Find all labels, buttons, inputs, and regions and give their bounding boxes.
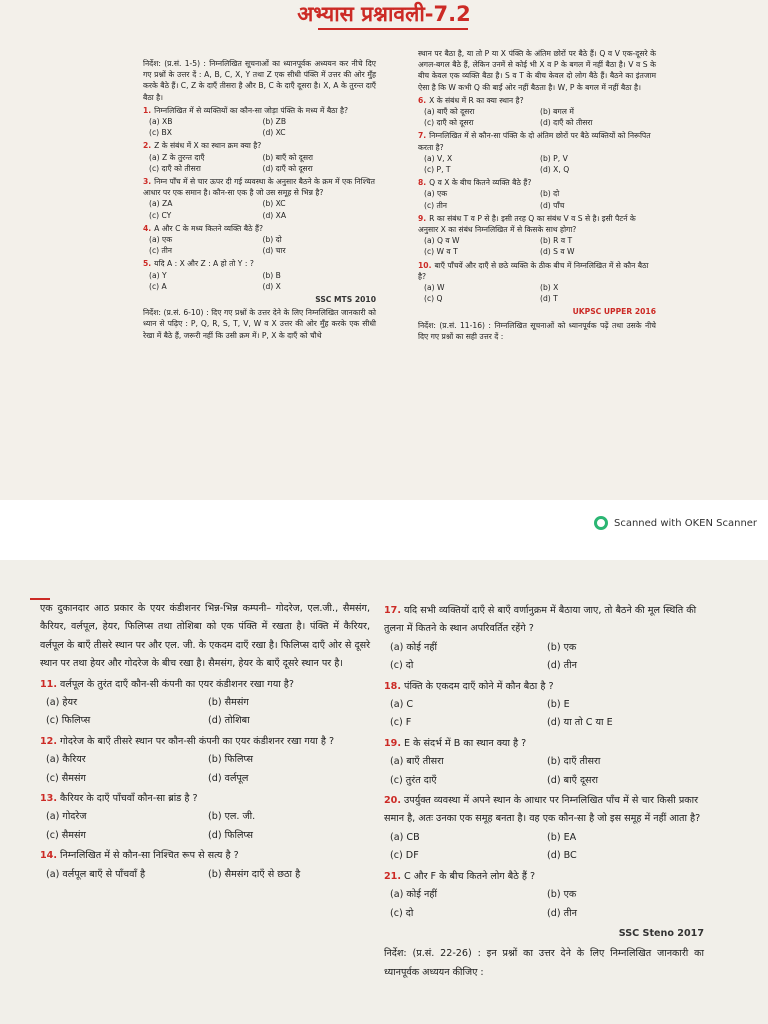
question-item	[40, 790, 370, 845]
question-text	[384, 792, 704, 829]
question-text	[418, 95, 656, 106]
answer-option: (d) XC	[262, 128, 286, 138]
question-number: 3.	[143, 177, 152, 187]
directions-11-16: निर्देश: (प्र.सं. 11-16) : निम्नलिखित सूचनाओं को ध्यानपूर्वक पढ़ें तथा उसके नीचे दिए गए प्रश्नों का सही उत्तर दें :	[418, 320, 656, 341]
question-body: वर्लपूल के तुरंत दाएँ कौन-सी कंपनी का एयर कंडीशनर रखा गया है?	[60, 678, 294, 690]
answer-option: (c) दो	[390, 660, 414, 672]
answer-option: (d) दाएँ को तीसरा	[540, 118, 593, 128]
answer-option: (b) सैमसंग	[208, 697, 249, 709]
answer-options	[40, 808, 370, 845]
question-item	[418, 95, 656, 129]
question-body: Z के संबंध में X का स्थान क्रम क्या है?	[154, 141, 262, 151]
answer-option: (c) W व T	[424, 247, 458, 257]
answer-option: (c) BX	[149, 128, 172, 138]
question-number: 19.	[384, 737, 401, 749]
answer-options	[418, 282, 656, 304]
source-ukpsc-upper-2016: UKPSC UPPER 2016	[572, 307, 656, 317]
question-item	[384, 678, 704, 733]
answer-option: (d) S व W	[540, 247, 575, 257]
question-body: निम्नलिखित में से कौन-सा निश्चित रूप से सत्य है ?	[60, 850, 239, 862]
answer-option: (d) वर्लपूल	[208, 772, 249, 784]
question-body: यदि A : X और Z : A हो तो Y : ?	[154, 259, 254, 269]
right-column	[418, 48, 656, 344]
question-number: 5.	[143, 259, 152, 269]
question-item	[418, 260, 656, 305]
answer-option: (c) तुरंत दाएँ	[390, 774, 437, 786]
answer-options	[418, 188, 656, 210]
answer-option: (b) एक	[547, 641, 577, 653]
answer-option: (b) R व T	[540, 236, 573, 246]
answer-option: (b) X	[540, 283, 559, 293]
question-body: बाएँ पाँचवें और दाएँ से छठे व्यक्ति के ठीक बीच में निम्नलिखित में से कौन बैठा है?	[418, 260, 649, 281]
question-number: 7.	[418, 131, 427, 141]
question-number: 10.	[418, 260, 432, 270]
answer-option: (c) P, T	[424, 165, 451, 175]
question-body: पंक्ति के एकदम दाएँ कोने में कौन बैठा है ?	[404, 680, 554, 692]
answer-option: (d) चार	[262, 246, 286, 256]
answer-option: (c) A	[149, 281, 167, 291]
question-number: 20.	[384, 795, 401, 807]
answer-option: (c) तीन	[424, 200, 448, 210]
answer-option: (b) EA	[547, 831, 577, 843]
answer-option: (a) W	[424, 283, 445, 293]
question-number: 13.	[40, 793, 57, 805]
answer-option: (c) दाएँ को तीसरा	[149, 163, 201, 173]
question-text	[143, 105, 376, 116]
question-item	[418, 130, 656, 175]
answer-option: (a) एक	[149, 235, 173, 245]
question-text	[143, 140, 376, 151]
question-text	[40, 847, 370, 865]
question-item	[418, 213, 656, 258]
question-list-left-page2	[40, 676, 370, 884]
question-number: 21.	[384, 870, 401, 882]
question-number: 4.	[143, 223, 152, 233]
answer-options	[418, 235, 656, 257]
answer-option: (a) Z के तुरन्त दाएँ	[149, 152, 205, 162]
answer-option: (c) CY	[149, 210, 172, 220]
question-text	[40, 676, 370, 694]
question-number: 2.	[143, 141, 152, 151]
answer-option: (a) ZA	[149, 199, 173, 209]
question-item	[384, 868, 704, 923]
question-item	[143, 105, 376, 139]
answer-option: (d) पाँच	[540, 200, 565, 210]
answer-option: (a) C	[390, 699, 414, 711]
question-text	[384, 678, 704, 696]
question-text	[143, 223, 376, 234]
question-number: 14.	[40, 850, 57, 862]
question-text	[143, 258, 376, 269]
oken-scanner-logo-icon	[594, 516, 608, 530]
answer-option: (b) दाएँ तीसरा	[547, 756, 601, 768]
question-text	[384, 735, 704, 753]
answer-options	[40, 866, 370, 884]
answer-option: (a) कोई नहीं	[390, 889, 437, 901]
answer-options	[384, 886, 704, 923]
directions-11-16-passage: एक दुकानदार आठ प्रकार के एयर कंडीशनर भिन्न-भिन्न कम्पनी– गोदरेज, एल.जी., सैमसंग, कैरियर, वर्लपूल, हेयर, फिलिप्स तथा तोशिबा को एक पंक्ति में रखता है। पंक्ति में कैरियर, वर्लपूल के बाएँ तीसरे स्थान पर और एल. जी. के एकदम दाएँ रखा है। फिलिप्स दाएँ ओर से दूसरे स्थान पर तथा हेयर और गोदरेज के बीच रखा है। सैमसंग, हेयर के बाएँ दूसरे स्थान पर है।	[40, 603, 370, 670]
answer-option: (a) गोदरेज	[46, 811, 87, 823]
page-title: अभ्यास प्रश्नावली-7.2	[297, 2, 471, 26]
question-text	[384, 868, 704, 886]
question-item	[143, 223, 376, 257]
answer-option: (d) X	[262, 281, 281, 291]
scanner-label: Scanned with OKEN Scanner	[614, 517, 758, 529]
answer-options	[40, 751, 370, 788]
answer-option: (b) सैमसंग दाएँ से छठा है	[208, 868, 301, 880]
question-item	[418, 177, 656, 211]
answer-option: (b) दो	[540, 189, 560, 199]
directions-1-5: निर्देश: (प्र.सं. 1-5) : निम्नलिखित सूचनाओं का ध्यानपूर्वक अध्ययन कर नीचे दिए गए प्रश्नों के उत्तर दें : A, B, C, X, Y तथा Z एक सीधी पंक्ति में उत्तर की ओर मुँह करके बैठे हैं। C, Z के दाएँ तीसरा है और B, C के दाएँ दूसरा है। X, A के तुरन्त दाएँ बैठा है।	[143, 59, 376, 102]
answer-options	[384, 829, 704, 866]
answer-option: (b) फिलिप्स	[208, 754, 253, 766]
question-text	[384, 602, 704, 639]
answer-option: (d) XA	[262, 210, 287, 220]
answer-option: (a) कैरियर	[46, 754, 86, 766]
question-number: 8.	[418, 178, 427, 188]
answer-option: (d) तोशिबा	[208, 715, 250, 727]
question-number: 1.	[143, 105, 152, 115]
answer-option: (b) XC	[262, 199, 286, 209]
question-body: कैरियर के दाएँ पाँचवाँ कौन-सा ब्रांड है ?	[60, 793, 198, 805]
question-list-right	[418, 95, 656, 305]
answer-option: (d) T	[540, 294, 558, 304]
answer-option: (b) एल. जी.	[208, 811, 256, 823]
answer-options	[40, 694, 370, 731]
answer-option: (b) B	[262, 270, 281, 280]
answer-options	[418, 106, 656, 128]
question-item	[40, 847, 370, 884]
answer-options	[384, 639, 704, 676]
question-body: A और C के मध्य कितने व्यक्ति बैठे हैं?	[154, 223, 264, 233]
answer-option: (d) या तो C या E	[547, 717, 613, 729]
answer-option: (a) कोई नहीं	[390, 641, 437, 653]
page-gap	[0, 500, 768, 560]
answer-option: (a) Q व W	[424, 236, 460, 246]
question-text	[418, 130, 656, 152]
answer-option: (b) दो	[262, 235, 282, 245]
answer-option: (c) F	[390, 717, 412, 729]
left-column	[143, 58, 376, 343]
answer-option: (c) दाएँ को दूसरा	[424, 118, 474, 128]
question-list-left	[143, 105, 376, 292]
answer-option: (a) एक	[424, 189, 448, 199]
answer-option: (b) बगल में	[540, 107, 574, 117]
answer-options	[418, 153, 656, 175]
question-body: E के संदर्भ में B का स्थान क्या है ?	[404, 737, 527, 749]
question-item	[40, 733, 370, 788]
answer-option: (b) P, V	[540, 153, 568, 163]
question-text	[418, 260, 656, 282]
answer-option: (b) E	[547, 699, 570, 711]
left-column-page2	[40, 600, 370, 884]
answer-option: (c) दो	[390, 907, 414, 919]
answer-option: (c) फिलिप्स	[46, 715, 91, 727]
question-body: निम्न पाँच में से चार ऊपर दी गई व्यवस्था के अनुसार बैठने के क्रम में एक निश्चित आधार पर एक समान है। कौन-सा एक है जो उस समूह से भिन्न है?	[143, 177, 375, 198]
answer-option: (d) फिलिप्स	[208, 829, 253, 841]
answer-options	[143, 116, 376, 138]
answer-option: (d) X, Q	[540, 165, 570, 175]
answer-option: (c) Q	[424, 294, 443, 304]
question-item	[384, 602, 704, 676]
question-number: 6.	[418, 95, 427, 105]
answer-option: (d) बाएँ दूसरा	[547, 774, 598, 786]
question-body: निम्नलिखित में से व्यक्तियों का कौन-सा जोड़ा पंक्ति के मध्य में बैठा है?	[154, 105, 349, 115]
question-body: X के संबंध में R का क्या स्थान है?	[429, 95, 524, 105]
question-text	[40, 790, 370, 808]
answer-options	[384, 753, 704, 790]
answer-option: (d) BC	[547, 850, 577, 862]
question-item	[143, 140, 376, 174]
question-item	[143, 176, 376, 221]
question-number: 17.	[384, 605, 401, 616]
question-text	[418, 177, 656, 188]
answer-option: (d) तीन	[547, 907, 577, 919]
answer-options	[143, 152, 376, 174]
answer-option: (d) तीन	[547, 660, 577, 672]
directions-6-10-continued: स्थान पर बैठा है, या तो P या X पंक्ति के अंतिम छोरों पर बैठे हैं। Q व V एक-दूसरे के अगल-बगल बैठे हैं, लेकिन उनमें से कोई भी X व P के बगल में नहीं बैठा है। V व S के बीच केवल एक व्यक्ति बैठा है। S व T के बीच केवल दो लोग बैठे हैं। बैठने का इंतजाम ऐसा है कि W कभी Q की बाईं ओर नहीं बैठता है। W, P के बगल में नहीं बैठा है।	[418, 49, 656, 92]
question-body: गोदरेज के बाएँ तीसरे स्थान पर कौन-सी कंपनी का एयर कंडीशनर रखा गया है ?	[60, 735, 335, 747]
answer-option: (b) ZB	[262, 117, 287, 127]
question-number: 18.	[384, 680, 401, 692]
question-body: निम्नलिखित में से कौन-सा पंक्ति के दो अंतिम छोरों पर बैठे व्यक्तियों को निरूपित करता है?	[418, 131, 651, 152]
directions-22-26: निर्देश: (प्र.सं. 22-26) : इन प्रश्नों का उत्तर देने के लिए निम्नलिखित जानकारी का ध्यानपूर्वक अध्ययन कीजिए :	[384, 948, 704, 978]
answer-options	[143, 234, 376, 256]
source-ssc-steno-2017: SSC Steno 2017	[618, 927, 704, 939]
answer-option: (a) बाएँ तीसरा	[390, 756, 444, 768]
answer-option: (a) XB	[149, 117, 173, 127]
answer-option: (c) DF	[390, 850, 419, 862]
answer-option: (a) V, X	[424, 153, 453, 163]
question-text	[40, 733, 370, 751]
answer-option: (b) एक	[547, 889, 577, 901]
question-list-right-page2	[384, 602, 704, 923]
question-item	[143, 258, 376, 292]
question-body: C और F के बीच कितने लोग बैठे हैं ?	[404, 870, 536, 882]
answer-option: (a) बाएँ को दूसरा	[424, 107, 475, 117]
question-item	[384, 735, 704, 790]
title-underline	[318, 28, 468, 30]
answer-option: (c) सैमसंग	[46, 829, 86, 841]
question-item	[40, 676, 370, 731]
question-body: यदि सभी व्यक्तियों दाएँ से बाएँ वर्णानुक्रम में बैठाया जाए, तो बैठने की मूल स्थिति की तुलना में कितने के स्थान अपरिवर्तित रहेंगे ?	[384, 605, 697, 635]
answer-option: (c) तीन	[149, 246, 173, 256]
answer-option: (b) बाएँ को दूसरा	[262, 152, 314, 162]
answer-options	[143, 198, 376, 220]
answer-options	[143, 270, 376, 292]
scanned-page-top	[0, 0, 768, 500]
question-text	[143, 176, 376, 198]
question-item	[384, 792, 704, 866]
question-body: उपर्युक्त व्यवस्था में अपने स्थान के आधार पर निम्नलिखित पाँच में से चार किसी प्रकार समान है, अतः उनका एक समूह बनता है। वह एक कौन-सा है जो इस समूह में नहीं आता है?	[384, 795, 701, 825]
answer-options	[384, 696, 704, 733]
directions-6-10: निर्देश: (प्र.सं. 6-10) : दिए गए प्रश्नों के उत्तर देने के लिए निम्नलिखित जानकारी को ध्यान से पढ़िए : P, Q, R, S, T, V, W व X उत्तर की ओर मुँह करके एक सीधी रेखा में बैठे हैं, जरूरी नहीं कि उसी क्रम में। P, X के दाएँ को चौथे	[143, 308, 376, 340]
question-body: Q व X के बीच कितने व्यक्ति बैठे हैं?	[429, 178, 532, 188]
question-number: 9.	[418, 213, 427, 223]
right-column-page2	[384, 600, 704, 984]
answer-option: (d) दाएँ को दूसरा	[262, 163, 313, 173]
scanner-watermark	[594, 516, 757, 530]
answer-option: (c) सैमसंग	[46, 772, 86, 784]
answer-option: (a) हेयर	[46, 697, 77, 709]
question-body: R का संबंध T व P से है। इसी तरह Q का संबंध V व S से है। इसी पैटर्न के अनुसार X का संबंध निम्नलिखित में से किसके साथ होगा?	[418, 213, 636, 235]
question-number: 12.	[40, 735, 57, 747]
answer-option: (a) वर्लपूल बाएँ से पाँचवाँ है	[46, 868, 146, 880]
source-ssc-mts-2010: SSC MTS 2010	[315, 295, 376, 305]
question-text	[418, 213, 656, 235]
question-number: 11.	[40, 678, 57, 690]
scanned-page-bottom	[0, 560, 768, 1024]
answer-option: (a) CB	[390, 831, 420, 843]
answer-option: (a) Y	[149, 270, 167, 280]
